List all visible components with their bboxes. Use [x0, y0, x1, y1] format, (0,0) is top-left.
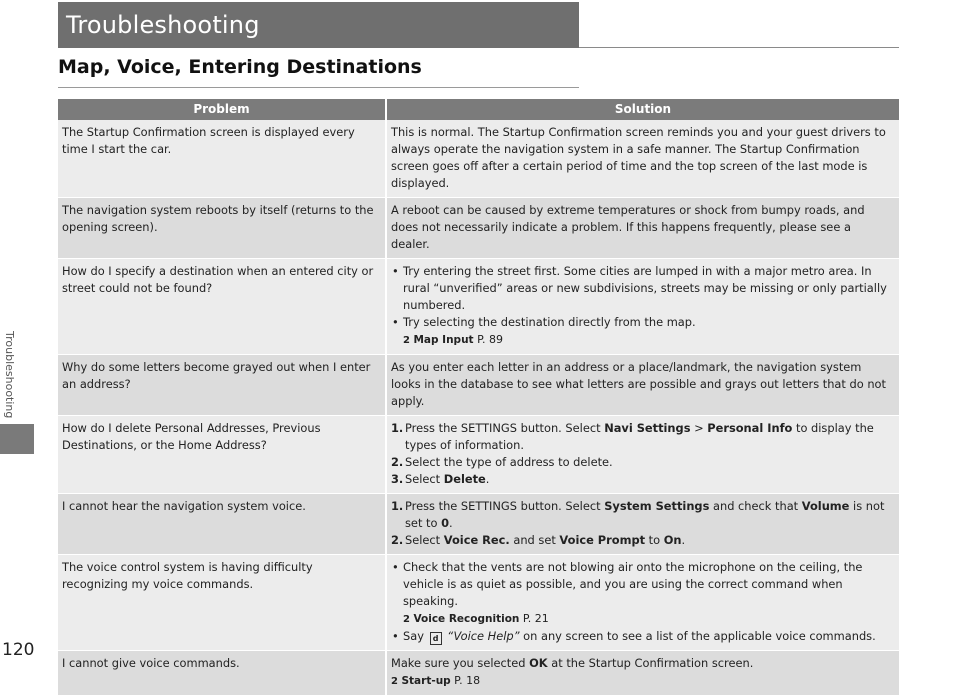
problem-cell: How do I specify a destination when an entered city or street could not be found? — [58, 259, 386, 355]
reference-name: Voice Recognition — [413, 613, 520, 625]
step-text: Select the type of address to delete. — [405, 455, 613, 469]
solution-cell: A reboot can be caused by extreme temperatures or shock from bumpy roads, and does not necessarily indicate a problem. If this happens frequently, please see a dealer. — [386, 198, 899, 259]
page-title: Troubleshooting — [66, 11, 260, 39]
ok-keyword: OK — [529, 656, 548, 670]
table-header-row — [58, 99, 899, 120]
bullet-text: Say — [403, 629, 428, 643]
solution-cell — [386, 416, 899, 494]
table-row — [58, 494, 899, 555]
solution-bullet: • Try selecting the destination directly from the map. — [391, 314, 893, 331]
step-text: Select — [405, 533, 444, 547]
solution-text-part: Make sure you selected — [391, 656, 530, 670]
solution-text — [391, 655, 893, 672]
table-row — [58, 198, 899, 259]
subtitle-rule — [58, 87, 579, 88]
solution-step — [391, 454, 893, 471]
reference-arrow-icon: 2 — [391, 676, 398, 687]
title-rule — [579, 47, 899, 48]
problem-cell: I cannot hear the navigation system voice. — [58, 494, 386, 555]
problem-cell: How do I delete Personal Addresses, Previous Destinations, or the Home Address? — [58, 416, 386, 494]
solution-cell: As you enter each letter in an address or a place/landmark, the navigation system looks in the database to see what letters are possible and grays out letters that do not apply. — [386, 355, 899, 416]
troubleshooting-table — [58, 99, 899, 696]
reference-name: Start-up — [401, 675, 451, 687]
step-text: Select — [405, 472, 444, 486]
cross-reference-link[interactable] — [391, 331, 893, 349]
step-text: to — [645, 533, 664, 547]
solution-column-header: Solution — [386, 99, 899, 120]
bullet-text: on any screen to see a list of the applicable voice commands. — [519, 629, 876, 643]
step-text: Press the SETTINGS button. Select — [405, 421, 605, 435]
solution-step — [391, 498, 893, 532]
step-text: is not set to — [405, 499, 885, 530]
solution-step — [391, 532, 893, 549]
solution-cell — [386, 259, 899, 355]
menu-item-navi-settings: Navi Settings — [604, 421, 691, 435]
step-number: 3. — [391, 472, 404, 486]
menu-item-volume: Volume — [801, 499, 850, 513]
solution-cell — [386, 555, 899, 651]
problem-cell: The voice control system is having difficulty recognizing my voice commands. — [58, 555, 386, 651]
reference-page: P. 18 — [450, 674, 481, 687]
table-row — [58, 120, 899, 198]
step-number: 2. — [391, 455, 404, 469]
solution-cell — [386, 494, 899, 555]
reference-arrow-icon: 2 — [403, 335, 410, 346]
reference-page: P. 21 — [519, 612, 549, 625]
side-tab-label: Troubleshooting — [3, 331, 16, 419]
step-text: . — [449, 516, 453, 530]
title-bar — [58, 2, 579, 48]
step-text: . — [681, 533, 686, 547]
problem-cell: The Startup Confirmation screen is displayed every time I start the car. — [58, 120, 386, 198]
reference-arrow-icon: 2 — [403, 614, 410, 625]
table-row — [58, 555, 899, 651]
menu-item-delete: Delete — [443, 472, 486, 486]
volume-value: 0 — [441, 516, 450, 530]
reference-page: P. 89 — [473, 333, 503, 346]
step-text: > — [690, 421, 708, 435]
table-row — [58, 259, 899, 355]
menu-item-voice-rec: Voice Rec. — [443, 533, 510, 547]
page-number: 120 — [2, 640, 35, 660]
step-text: to display the types of information. — [405, 421, 874, 452]
problem-column-header: Problem — [58, 99, 386, 120]
step-text: and set — [509, 533, 560, 547]
menu-item-system-settings: System Settings — [604, 499, 710, 513]
table-row — [58, 355, 899, 416]
voice-prompt-value: On — [663, 533, 682, 547]
solution-cell — [386, 651, 899, 696]
step-text: Press the SETTINGS button. Select — [405, 499, 605, 513]
table-row — [58, 651, 899, 696]
cross-reference-link[interactable] — [391, 672, 893, 690]
voice-command-quote: “Voice Help” — [443, 629, 520, 643]
solution-text-part: at the Startup Confirmation screen. — [547, 656, 754, 670]
problem-cell: The navigation system reboots by itself (returns to the opening screen). — [58, 198, 386, 259]
solution-bullet: • Try entering the street first. Some cities are lumped in with a major metro area. In rural “unverified” areas or new subdivisions, streets may be missing or only partially numbered. — [391, 263, 893, 314]
step-text: and check that — [709, 499, 802, 513]
talk-button-icon: d — [430, 632, 442, 645]
problem-cell: I cannot give voice commands. — [58, 651, 386, 696]
section-subtitle: Map, Voice, Entering Destinations — [58, 56, 422, 78]
reference-name: Map Input — [413, 334, 474, 346]
solution-bullet: • Check that the vents are not blowing air onto the microphone on the ceiling, the vehicle is as quiet as possible, and you are using the correct command when speaking. — [391, 559, 893, 610]
solution-cell: This is normal. The Startup Confirmation screen reminds you and your guest drivers to always operate the navigation system in a safe manner. The Startup Confirmation screen goes off after a certain period of time and the top screen of the last mode is displayed. — [386, 120, 899, 198]
cross-reference-link[interactable] — [391, 610, 893, 628]
step-text: . — [485, 472, 490, 486]
side-tab — [0, 0, 34, 678]
side-tab-marker — [0, 424, 34, 454]
step-number: 1. — [391, 421, 404, 435]
menu-item-voice-prompt: Voice Prompt — [559, 533, 646, 547]
step-number: 1. — [391, 499, 404, 513]
solution-step — [391, 420, 893, 454]
solution-bullet — [391, 628, 893, 645]
solution-step — [391, 471, 893, 488]
table-row — [58, 416, 899, 494]
menu-item-personal-info: Personal Info — [707, 421, 793, 435]
problem-cell: Why do some letters become grayed out when I enter an address? — [58, 355, 386, 416]
step-number: 2. — [391, 533, 404, 547]
